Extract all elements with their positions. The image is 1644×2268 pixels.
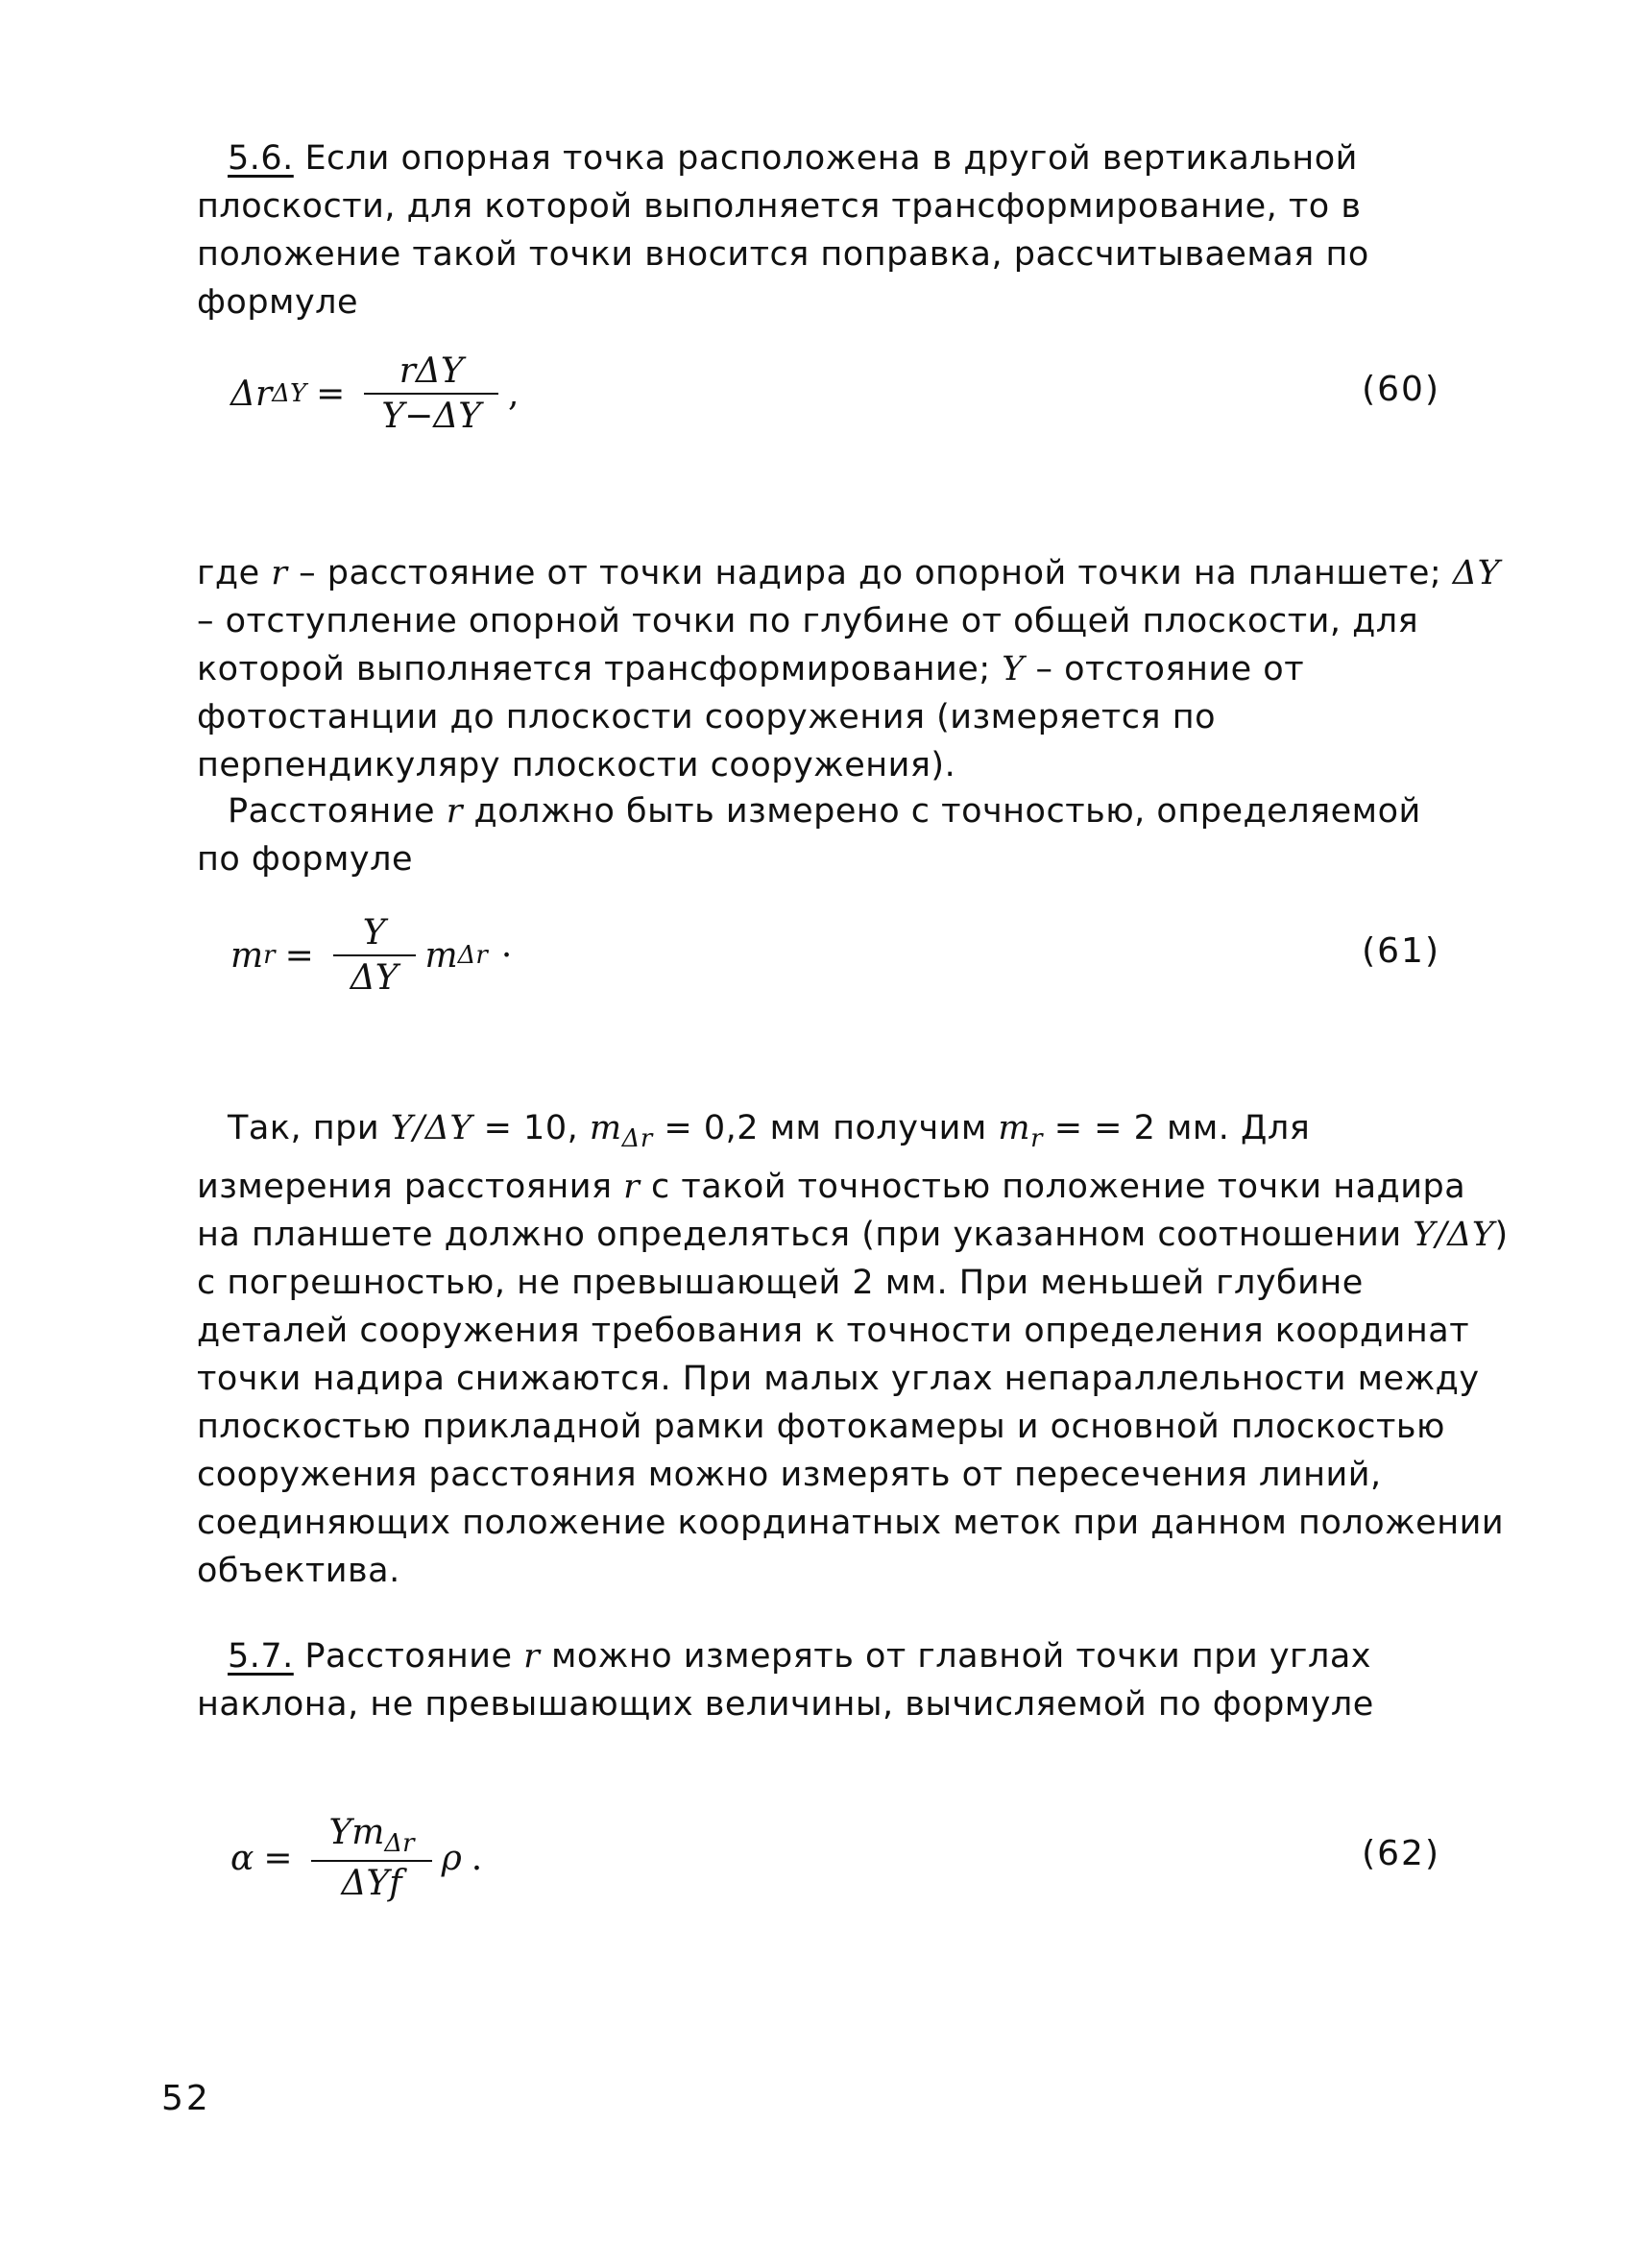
trailing-punctuation: .: [471, 1838, 483, 1878]
paragraph-text: Если опорная точка расположена в другой вертикальной плоскости, для которой выполняется трансформирование, то в положение такой точки вносится поправка, рассчитываемая по формуле: [197, 139, 1369, 322]
lhs-subscript: r: [263, 941, 276, 970]
formula-62: [230, 1805, 482, 1911]
section-number: 5.7.: [228, 1637, 294, 1676]
variable-ratio: Y/ΔY: [1413, 1216, 1495, 1254]
variable-subscript: Δr: [621, 1124, 653, 1153]
trailing-punctuation: ,: [508, 374, 520, 414]
denominator: ΔYf: [341, 1864, 402, 1903]
text-run: где: [197, 554, 272, 592]
text-run: ) с погрешностью, не превышающей 2 мм. При меньшей глубине деталей сооружения требования к точности определения координат точки надира снижаются. При малых углах непараллельности между плоскостью прикладной рамки фотокамеры и основной плоскостью сооружения расстояния можно измерять от пересечения линий, соединяющих положение координатных меток при данном положении объектива.: [197, 1216, 1509, 1590]
numerator: Y: [362, 913, 386, 953]
paragraph-definitions: [197, 549, 1503, 789]
equals-sign: =: [316, 374, 346, 414]
text-run: – отстояние от фотостанции до плоскости сооружения (измеряется по перпендикуляру плоскости сооружения).: [197, 650, 1305, 784]
numerator: rΔY: [399, 351, 464, 391]
variable-ratio: Y/ΔY: [390, 1109, 472, 1147]
equation-62: [230, 1805, 1440, 1911]
text-run: должно быть измерено с точностью, определяемой по формуле: [197, 792, 1421, 879]
lhs-symbol: Δr: [230, 374, 273, 414]
numerator: [311, 1813, 431, 1860]
variable-subscript: r: [1030, 1124, 1044, 1153]
variable-r: r: [446, 792, 463, 831]
lhs-symbol: α: [230, 1838, 254, 1878]
paragraph-example: [197, 1104, 1512, 1595]
equation-number: (62): [1362, 1834, 1440, 1873]
variable-m: m: [589, 1109, 622, 1147]
text-run: – расстояние от точки надира до опорной точки на планшете;: [287, 554, 1453, 592]
text-run: – отступление опорной точки по глубине от общей плоскости, для которой выполняется трансформирование;: [197, 602, 1419, 688]
text-run: Так, при: [228, 1109, 391, 1147]
lhs-subscript: ΔY: [272, 379, 307, 408]
fraction: [311, 1813, 431, 1903]
variable-r: r: [623, 1168, 641, 1206]
variable-r: r: [523, 1637, 541, 1676]
equation-61: [230, 903, 1440, 1008]
variable-y: Y: [1002, 650, 1025, 688]
paragraph-distance-accuracy: [197, 787, 1464, 883]
text-run: = 0,2 мм получим: [652, 1109, 999, 1147]
numerator-subscript: Δr: [384, 1829, 415, 1858]
fraction: [364, 351, 498, 436]
denominator: Y−ΔY: [381, 397, 482, 436]
equals-sign: =: [284, 935, 314, 976]
lhs-symbol: m: [230, 935, 264, 976]
numerator-text: Ym: [328, 1813, 385, 1852]
equation-60: [230, 341, 1440, 446]
variable-delta-y: ΔY: [1452, 554, 1501, 592]
text-run: Расстояние: [293, 1637, 524, 1676]
equals-sign: =: [263, 1838, 293, 1878]
formula-61: [230, 903, 512, 1008]
paragraph-5-6: [197, 134, 1484, 326]
text-run: с такой точностью положение точки надира на планшете должно определяться (при указанном соотношении: [197, 1168, 1466, 1254]
section-number: 5.6.: [228, 139, 294, 178]
rhs-symbol: m: [424, 935, 458, 976]
equation-number: (61): [1362, 931, 1440, 971]
paragraph-5-7: [197, 1632, 1464, 1728]
variable-r: r: [271, 554, 288, 592]
formula-60: [230, 341, 520, 446]
denominator: ΔY: [350, 958, 399, 998]
text-run: = 10,: [471, 1109, 590, 1147]
variable-m: m: [998, 1109, 1031, 1147]
page-number: 52: [161, 2079, 211, 2118]
text-run: = = 2 мм. Для измерения расстояния: [197, 1109, 1311, 1206]
text-run: можно измерять от главной точки при углах наклона, не превышающих величины, вычисляемой по формуле: [197, 1637, 1374, 1724]
rhs-symbol: ρ: [441, 1838, 462, 1878]
equation-number: (60): [1362, 370, 1440, 409]
fraction: [333, 913, 416, 998]
rhs-subscript: Δr: [457, 941, 488, 970]
trailing-punctuation: ·: [500, 935, 513, 976]
text-run: Расстояние: [228, 792, 447, 831]
